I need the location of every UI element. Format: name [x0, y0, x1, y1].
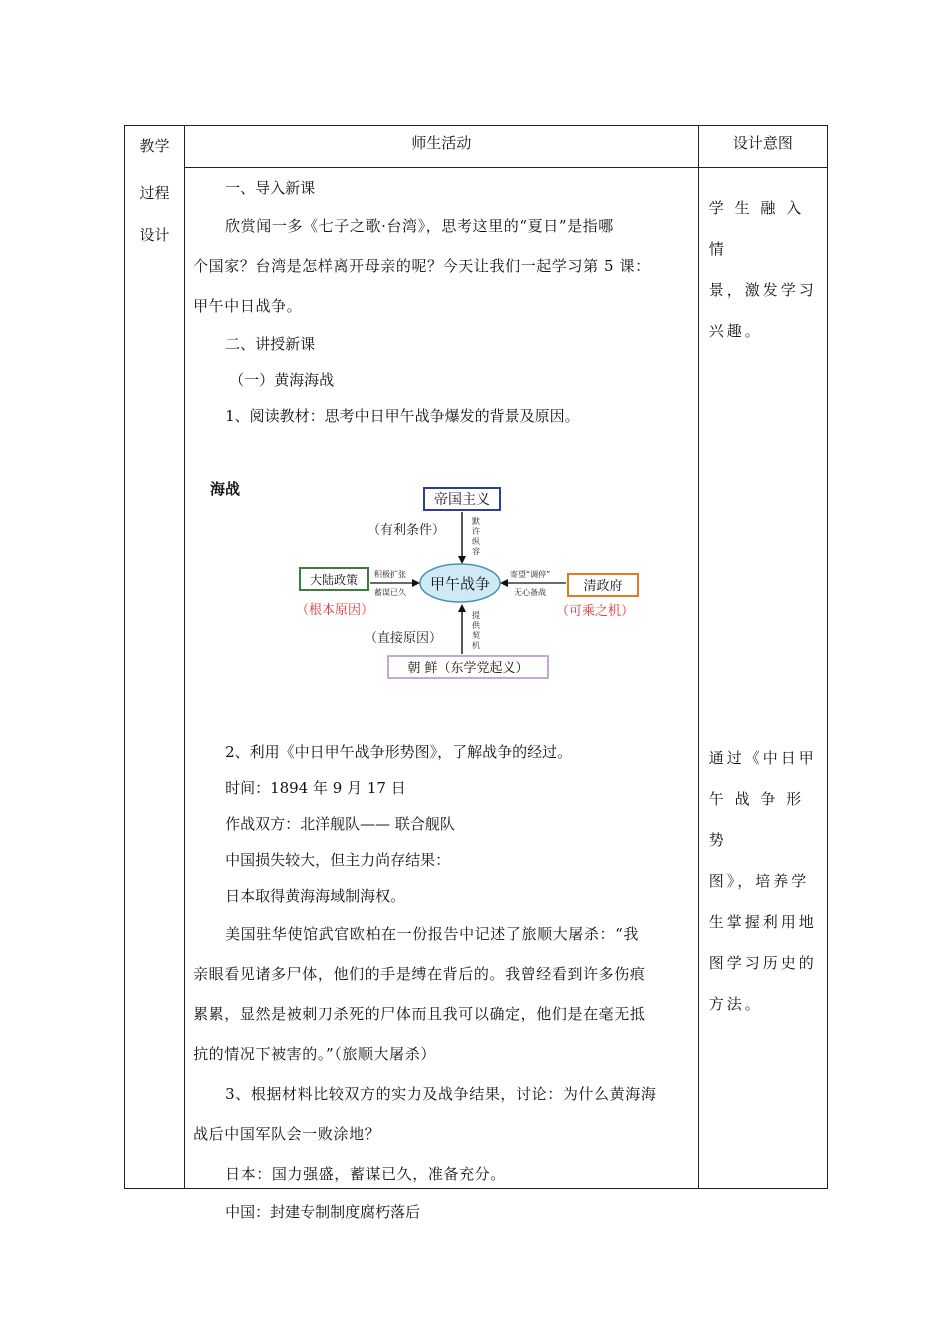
- battle-time: 时间：1894 年 9 月 17 日: [225, 779, 406, 797]
- lower-activity-text: [193, 734, 690, 1230]
- task-2: 2、利用《中日甲午战争形势图》，了解战争的经过。: [225, 743, 573, 761]
- intent-cell: [698, 168, 827, 1189]
- intro-text-line3: 甲午中日战争。: [193, 297, 303, 315]
- favorable-label: （有利条件）: [367, 523, 446, 538]
- intent-note-2: [709, 738, 821, 1025]
- intent-note-2-line6: 方法。: [708, 995, 763, 1013]
- intro-text-line1: 欣赏闻一多《七子之歌·台湾》，思考这里的“夏日”是指哪: [225, 217, 614, 235]
- continental-policy-text: 大陆政策: [310, 573, 359, 587]
- header-col1: 教学: [139, 137, 170, 155]
- task-3-line1: 3、根据材料比较双方的实力及战争结果，讨论：为什么黄海海: [225, 1085, 657, 1103]
- intro-heading: 一、导入新课: [225, 179, 316, 197]
- lesson-table: [124, 125, 828, 1221]
- diagram-corner-title: 海战: [210, 480, 241, 498]
- left-arrow-text-2: 蓄谋已久: [374, 588, 407, 597]
- massacre-quote-line3: 累累，显然是被刺刀杀死的尸体而且我可以确定，他们是在毫无抵: [193, 1005, 646, 1023]
- bottom-arrow-text-3: 契: [472, 631, 481, 640]
- war-center-text: 甲午战争: [430, 575, 491, 593]
- intent-note-1-line1: 学 生 融 入 情: [708, 199, 805, 258]
- left-arrowhead: [412, 579, 420, 587]
- bottom-arrow-text-4: 机: [472, 641, 481, 650]
- intent-note-2-line2: 午 战 争 形 势: [708, 790, 805, 849]
- qing-government-text: 清政府: [583, 579, 623, 594]
- new-lesson-heading: 二、讲授新课: [225, 335, 316, 353]
- massacre-quote-line1: 美国驻华使馆武官欧柏在一份报告中记述了旅顺大屠杀：“我: [225, 925, 639, 943]
- left-arrow-text-1: 积极扩张: [374, 570, 407, 579]
- massacre-quote-line4: 抗的情况下被害的。”（旅顺大屠杀）: [193, 1045, 436, 1063]
- intro-text-line2: 个国家？台湾是怎样离开母亲的呢？今天让我们一起学习第 5 课：: [193, 257, 651, 275]
- header-row: [125, 126, 828, 168]
- task-3-line2: 战后中国军队会一败涂地？: [193, 1125, 381, 1143]
- top-arrow-text-4: 容: [472, 547, 481, 556]
- header-col2: 师生活动: [185, 126, 699, 168]
- battle-result-2: 日本取得黄海海域制海权。: [225, 887, 406, 905]
- battle-sides: 作战双方：北洋舰队—— 联合舰队: [225, 815, 455, 833]
- top-arrow-text-2: 许: [472, 527, 481, 536]
- process-label-line2: 设计: [139, 226, 170, 244]
- right-arrow-text-2: 无心备战: [514, 588, 547, 597]
- korea-text: 朝 鲜（东学党起义）: [407, 661, 529, 676]
- process-column: [125, 126, 185, 1189]
- right-arrow-text-1: 寄望“调停”: [510, 570, 551, 579]
- massacre-quote-line2: 亲眼看见诸多尸体，他们的手是缚在背后的。我曾经看到许多伤痕: [193, 965, 646, 983]
- activity-cell: [185, 168, 699, 1221]
- direct-cause-label: （直接原因）: [364, 631, 443, 646]
- intent-note-1-line2: 景，激发学习: [708, 281, 817, 299]
- intent-note-1: [709, 188, 821, 352]
- root-cause-label: （根本原因）: [296, 603, 375, 618]
- intent-note-2-line5: 图学习历史的: [708, 954, 817, 972]
- japan-analysis: 日本：国力强盛，蓄谋已久，准备充分。: [225, 1165, 506, 1183]
- battle-result-1: 中国损失较大，但主力尚存结果：: [225, 851, 451, 869]
- task-1: 1、阅读教材：思考中日甲午战争爆发的背景及原因。: [225, 407, 580, 425]
- intent-note-2-line1: 通过《中日甲: [708, 749, 817, 767]
- process-label: [125, 172, 184, 256]
- right-arrowhead: [500, 579, 508, 587]
- opportunity-label: （可乘之机）: [556, 604, 635, 619]
- top-arrow-text-1: 默: [472, 517, 481, 526]
- imperialism-text: 帝国主义: [434, 492, 491, 508]
- top-arrow-text-3: 纵: [472, 537, 481, 546]
- section-heading: （一）黄海海战: [229, 371, 335, 389]
- intent-note-2-line3: 图》，培养学: [708, 872, 810, 890]
- top-arrowhead: [458, 556, 466, 564]
- intent-note-1-line3: 兴趣。: [708, 322, 763, 340]
- header-col3: 设计意图: [698, 126, 827, 168]
- bottom-arrow-text-2: 供: [472, 621, 481, 630]
- china-analysis: 中国：封建专制制度腐朽落后: [225, 1203, 421, 1221]
- intent-note-2-line4: 生掌握利用地: [708, 913, 817, 931]
- bottom-arrowhead: [458, 604, 466, 612]
- process-label-line1: 过程: [139, 184, 170, 202]
- causes-diagram: [204, 472, 635, 692]
- bottom-arrow-text-1: 提: [472, 611, 481, 620]
